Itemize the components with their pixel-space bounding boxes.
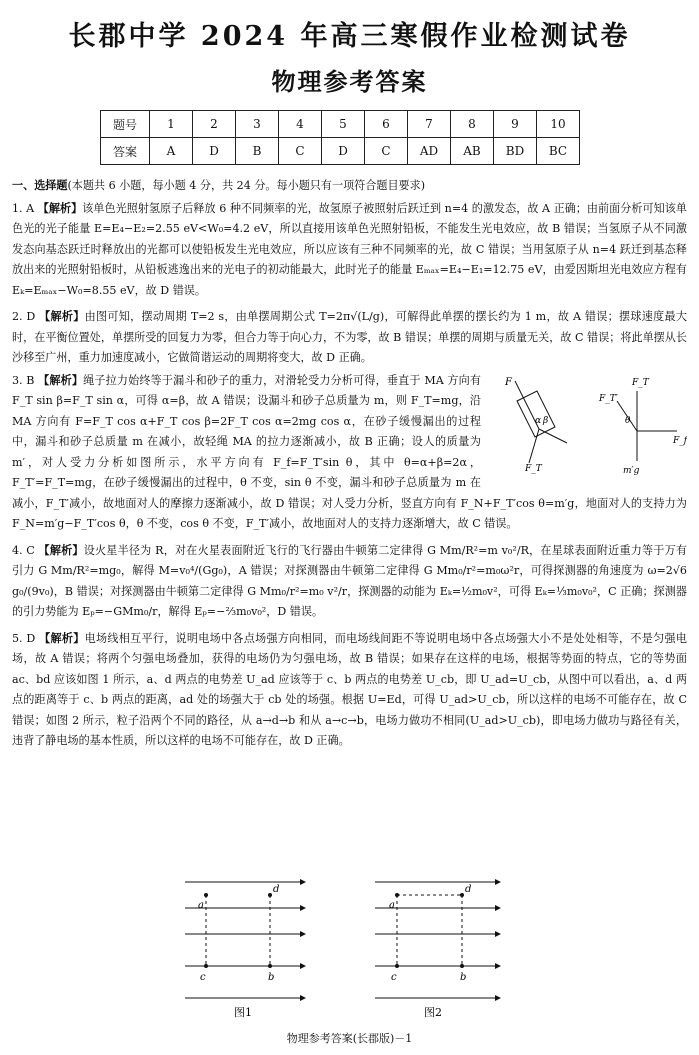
question-text: 绳子拉力始终等于漏斗和砂子的重力，对滑轮受力分析可得，垂直于 MA 方向有 F_T sin β=F_T sin α，可得 α=β，故 A 错误；设漏斗和砂子总质量为 m，则 F_T=mg，沿 MA 方向有 F=F_T cos α+F_T cos β=2F_T cos α=2mg cos α，在砂子缓慢漏出的过程中，漏斗和砂子总质量 m 在减小，故轻绳 MA 的拉力逐渐减小，故 B 正确；设人的质量为 m′，对人受力分析如图所示，水平方向有 F_f=F_T′sin θ，其中 θ=α+β=2α，F_T′=F_T=mg，在砂子缓慢漏出的过程中，θ 不变，sin θ 不变，漏斗和砂子总质量为 m 在减小，F_T′减小，故地面对人的摩擦力逐渐减小，故 D 错误；对人受力分析，竖直方向有 F_N+F_T′cos θ=m′g，地面对人的支持力为 F_N=m′g−F_T′cos θ，θ 不变，cos θ 不变，F_T′减小，故地面对人的支持力逐渐增大，故 C 错误。 <box>12 373 687 530</box>
question-3-block <box>12 371 687 535</box>
table-cell: C <box>279 138 322 165</box>
fig2-point-b: b <box>460 972 467 983</box>
question-1 <box>12 199 687 302</box>
analysis-tag: 【解析】 <box>38 543 84 557</box>
answer-table <box>100 110 580 165</box>
page-title: 长郡中学 2024 年高三寒假作业检测试卷 <box>68 21 631 52</box>
table-cell: BC <box>537 138 580 165</box>
fig2-point-d: d <box>465 884 472 895</box>
table-cell: 3 <box>236 111 279 138</box>
table-cell: A <box>150 138 193 165</box>
label-theta: θ <box>625 415 631 426</box>
section-note: (本题共 6 小题，每小题 4 分，共 24 分。每小题只有一项符合题目要求) <box>67 179 426 192</box>
question-number: 5. D <box>12 631 36 645</box>
question-number: 3. B <box>12 373 35 387</box>
section-heading <box>12 176 687 197</box>
label-FT-top: F_T <box>632 377 649 388</box>
table-cell: AD <box>408 138 451 165</box>
table-cell: 5 <box>322 111 365 138</box>
question-2 <box>12 307 687 369</box>
fig2-caption: 图2 <box>424 1006 442 1019</box>
label-FT: F_T <box>525 463 542 474</box>
table-cell: 9 <box>494 111 537 138</box>
table-header-cell: 答案 <box>101 138 150 165</box>
analysis-tag: 【解析】 <box>37 201 83 215</box>
answer-table-number-row <box>101 111 580 138</box>
label-mg: m′g <box>623 465 640 476</box>
page-subtitle: 物理参考答案 <box>271 68 428 96</box>
question-4 <box>12 541 687 623</box>
question-number: 4. C <box>12 543 35 557</box>
fig2-point-a: a <box>389 900 395 911</box>
fig1-caption: 图1 <box>234 1006 252 1019</box>
table-cell: D <box>193 138 236 165</box>
label-beta: β <box>543 415 549 426</box>
question-text: 该单色光照射氢原子后释放 6 种不同频率的光，故氢原子被照射后跃迁到 n=4 的激发态，故 A 正确；由前面分析可知该单色光的光子能量 E=E₄−E₂=2.55 eV<W₀=4.2 eV，所以直接用该单色光照射铅板，不能发生光电效应，故 B 错误；当氢原子从不同激发态向基态跃迁时释放出的光都可以使铅板发生光电效应，所以应该有三种不同频率的光，故 C 错误；当用氢原子从 n=4 跃迁到基态释放出来的光照射铅板时，从铅板逃逸出来的光电子的初动能最大，此时光子的能量 Eₘₐₓ=E₄−E₁=12.75 eV，由爱因斯坦光电效应方程有 Eₖ=Eₘₐₓ−W₀=8.55 eV，故 D 错误。 <box>12 201 687 297</box>
table-cell: 10 <box>537 111 580 138</box>
answer-content <box>12 176 687 752</box>
q5-field-figures <box>180 870 520 1020</box>
q3-force-diagram <box>487 371 687 481</box>
table-cell: B <box>236 138 279 165</box>
table-cell: D <box>322 138 365 165</box>
question-text: 设火星半径为 R，对在火星表面附近飞行的飞行器由牛顿第二定律得 G Mm/R²=m v₀²/R，在星球表面附近重力等于万有引力 G Mm/R²=mg₀，解得 M=v₀⁴/(Gg₀)，A 错误；对探测器由牛顿第二定律得 G Mm₀/r²=m₀ω²r，可得探测器的角速度为 ω=2√6 g₀/(9v₀)，B 错误；对探测器由牛顿第二定律得 G Mm₀/r²=m₀ v²/r，探测器的动能为 Eₖ=½m₀v²，可得 Eₖ=⅓m₀v₀²，C 正确；探测器的引力势能为 Eₚ=−GMm₀/r，解得 Eₚ=−⅔m₀v₀²，D 错误。 <box>12 543 687 618</box>
fig1-point-d: d <box>273 884 280 895</box>
table-cell: 4 <box>279 111 322 138</box>
fig1-point-c: c <box>200 972 206 983</box>
analysis-tag: 【解析】 <box>39 310 85 323</box>
fig1-point-a: a <box>198 900 204 911</box>
question-5 <box>12 629 687 752</box>
question-text: 由图可知，摆动周期 T=2 s，由单摆周期公式 T=2π√(L/g)，可解得此单摆的摆长约为 1 m，故 A 错误；摆球速度最大时，在平衡位置处，单摆所受的回复力为零，但合力等于向心力，不为零，故 B 错误；单摆的周期与质量无关，故 C 错误；将此单摆从长沙移至广州，重力加速度减小，它做简谐运动的周期将变大，故 D 正确。 <box>12 310 687 364</box>
table-cell: 1 <box>150 111 193 138</box>
question-text: 电场线相互平行，说明电场中各点场强方向相同，而电场线间距不等说明电场中各点场强大小不是处处相等，不是匀强电场，故 A 错误；将两个匀强电场叠加，获得的电场仍为匀强电场，故 B 错误；如果存在这样的电场，根据等势面的特点，它的等势面 ac、bd 应该如图 1 所示，a、d 两点的电势差 U_ad 应该等于 c、b 两点的电势差 U_cb，即 U_ad=U_cb，从图中可以看出，a、d 两点的距离等于 c、b 两点的距离，ad 处的场强大于 cb 处的场强。根据 U=Ed，可得 U_ad>U_cb，所以这样的电场不可能存在，故 C 错误；如图 2 所示，粒子沿两个不同的路径，从 a→d→b 和从 a→c→b，电场力做功不相同(U_ad>U_cb)，即电场力做功与路径有关，违背了静电场的基本性质，所以这样的电场不可能存在，故 D 正确。 <box>12 631 687 747</box>
label-alpha: α <box>535 415 542 426</box>
section-title: 一、选择题 <box>12 179 68 192</box>
label-F: F <box>505 376 512 388</box>
table-cell: AB <box>451 138 494 165</box>
table-cell: 7 <box>408 111 451 138</box>
answer-table-answer-row <box>101 138 580 165</box>
table-cell: 8 <box>451 111 494 138</box>
question-number: 2. D <box>12 310 36 323</box>
table-cell: 6 <box>365 111 408 138</box>
analysis-tag: 【解析】 <box>39 631 85 645</box>
table-header-cell: 题号 <box>101 111 150 138</box>
fig1-point-b: b <box>268 972 275 983</box>
table-cell: C <box>365 138 408 165</box>
pulley-box <box>517 391 555 437</box>
label-Ff: F_f <box>673 435 687 446</box>
page-footer: 物理参考答案(长郡版)－1 <box>286 1032 413 1045</box>
table-cell: 2 <box>193 111 236 138</box>
table-cell: BD <box>494 138 537 165</box>
fig2-point-c: c <box>391 972 397 983</box>
label-FT-prime: F_T′ <box>599 393 618 404</box>
question-number: 1. A <box>12 201 35 215</box>
analysis-tag: 【解析】 <box>38 373 84 387</box>
